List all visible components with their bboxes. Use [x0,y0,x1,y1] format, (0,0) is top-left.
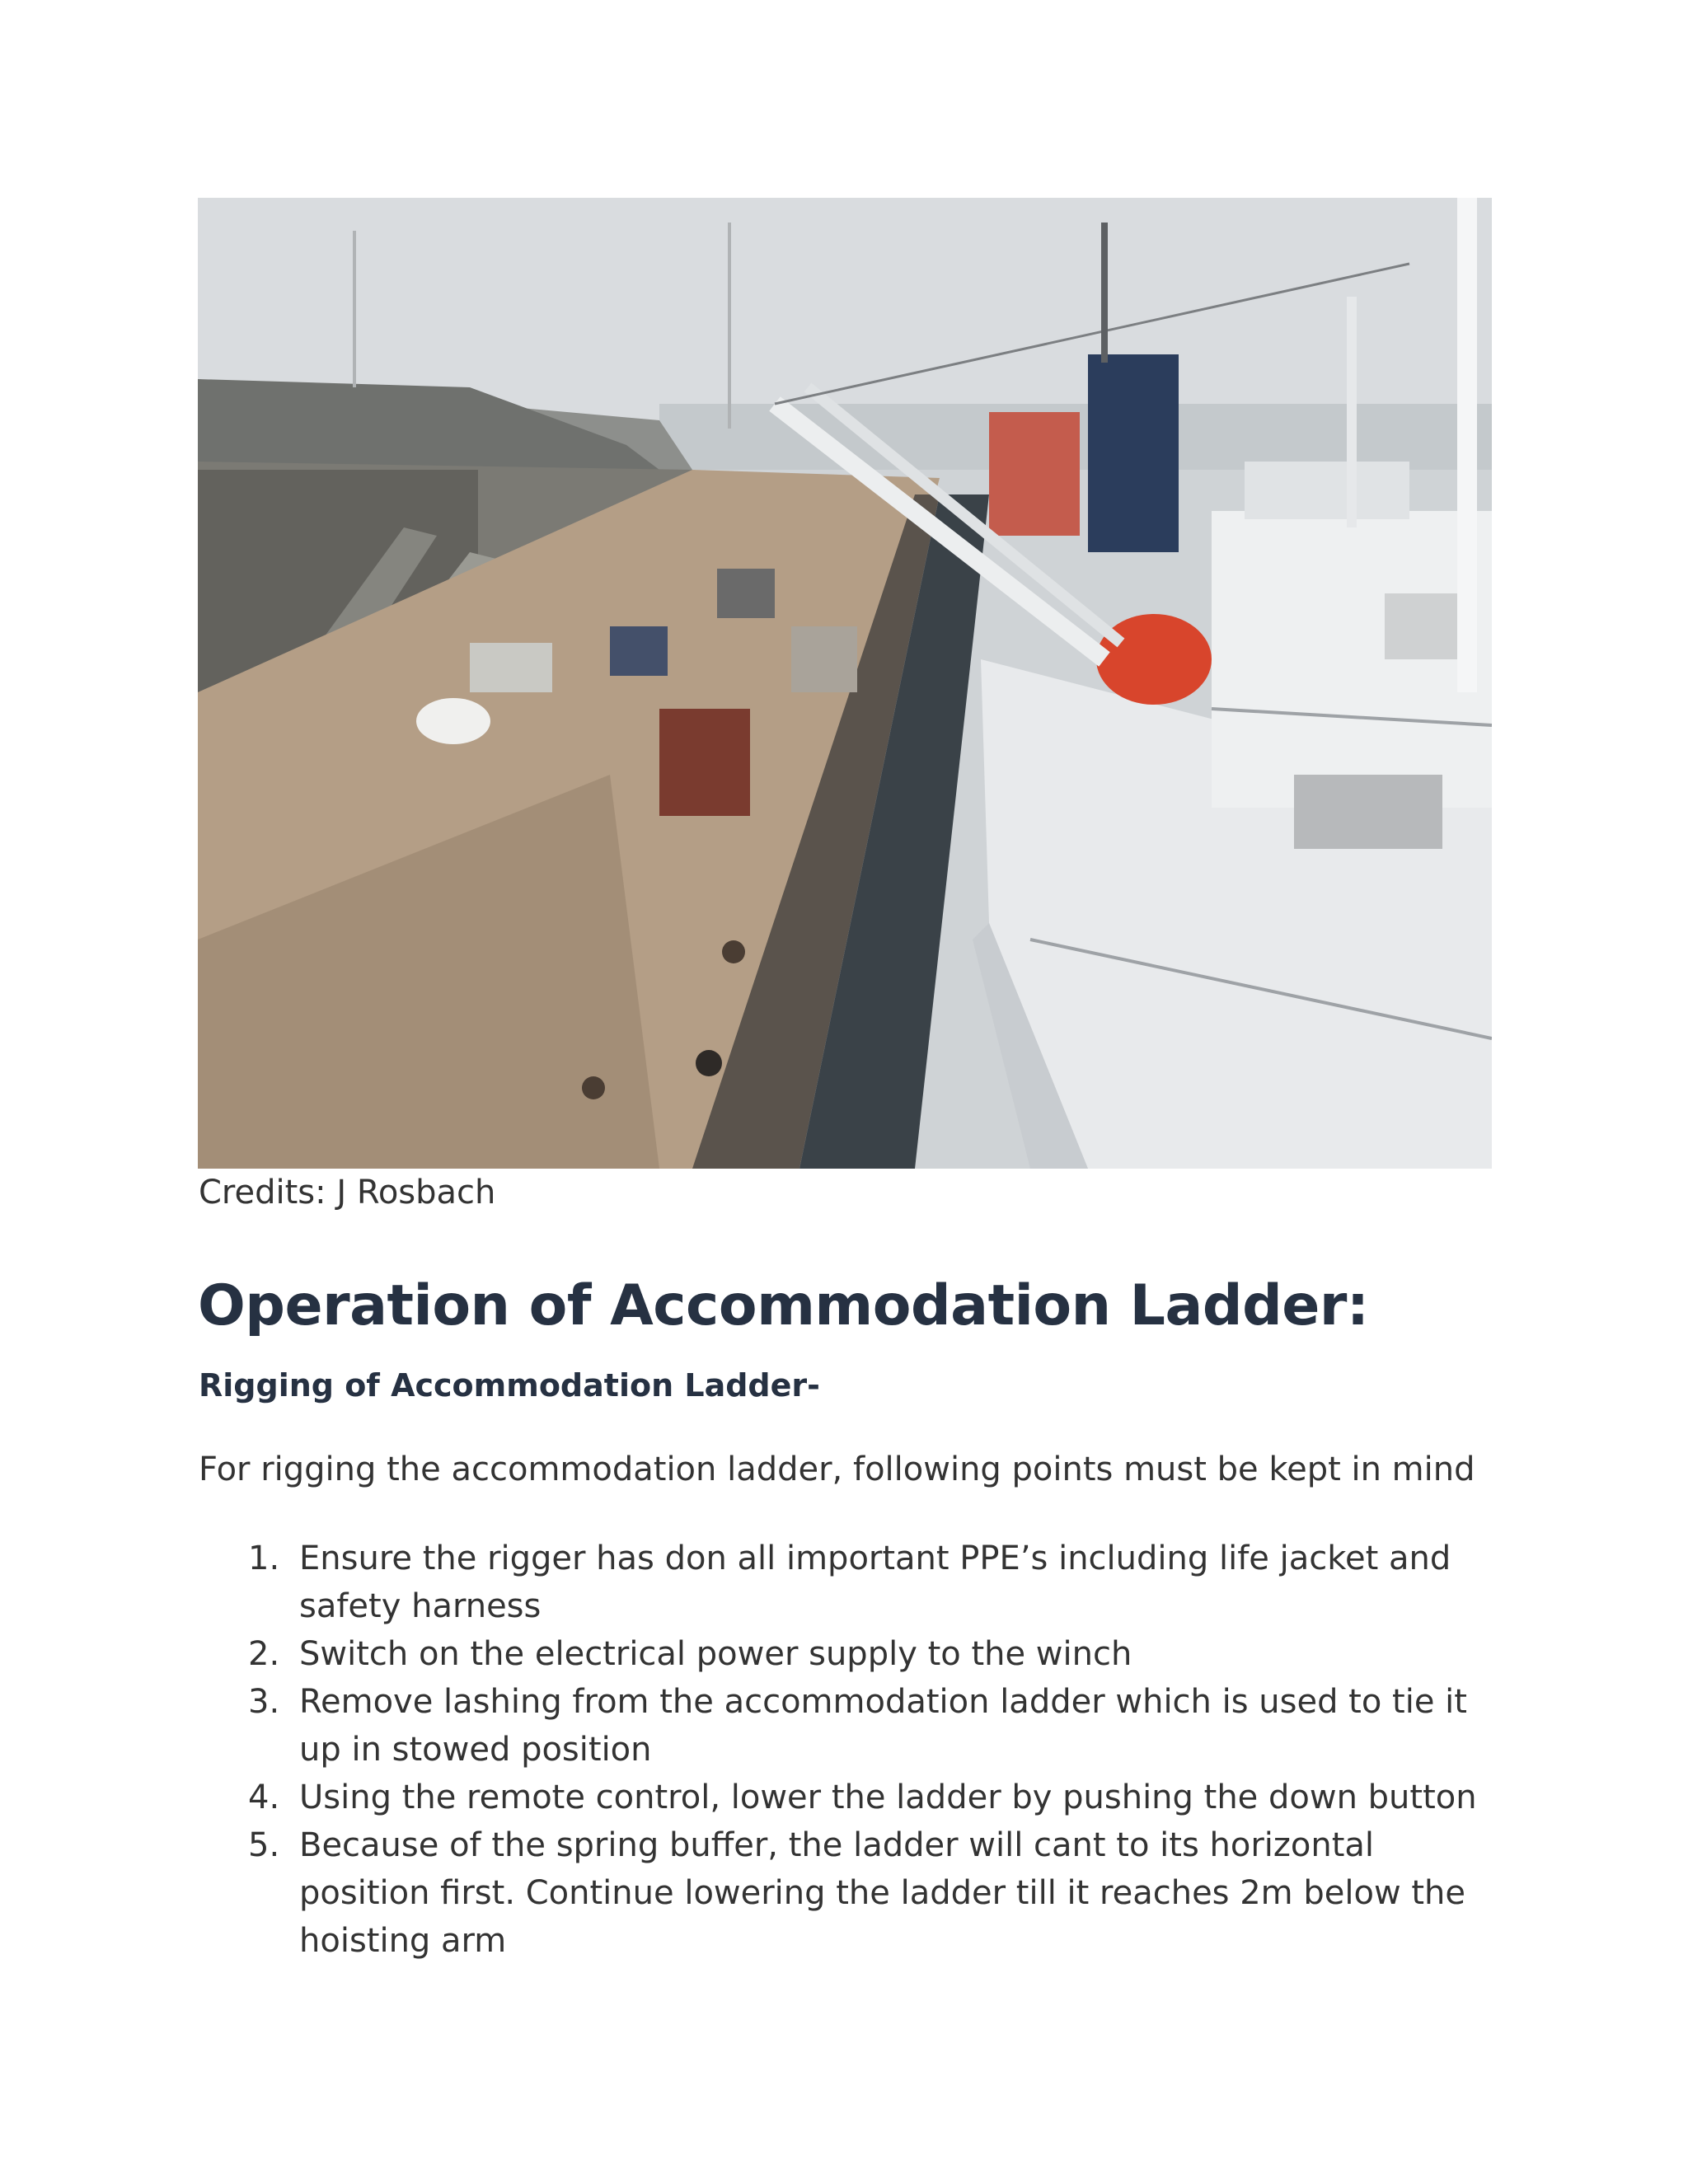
list-item-number: 1. [248,1540,280,1577]
list-item-text: Ensure the rigger has don all important PPE’s including life jacket and safety harness [299,1540,1451,1625]
list-item-text: Using the remote control, lower the ladder by pushing the down button [299,1779,1477,1816]
photo-credits: Credits: J Rosbach [199,1174,496,1212]
harbor-photo-illustration [198,198,1492,1169]
list-item [199,1535,1501,1630]
list-item-text: Because of the spring buffer, the ladder will cant to its horizontal position first. Continue lowering the ladder till it reaches 2m below the hoisting arm [299,1826,1466,1960]
list-item-text: Switch on the electrical power supply to the winch [299,1635,1132,1673]
list-item [199,1774,1501,1821]
list-item [199,1630,1501,1678]
rigging-steps-list [199,1535,1501,1965]
list-item [199,1821,1501,1965]
list-item [199,1678,1501,1774]
section-subheading: Rigging of Accommodation Ladder- [199,1367,820,1404]
page-title: Operation of Accommodation Ladder: [198,1273,1369,1338]
list-item-number: 3. [248,1683,280,1721]
list-item-number: 5. [248,1826,280,1864]
list-item-number: 2. [248,1635,280,1673]
intro-paragraph: For rigging the accommodation ladder, following points must be kept in mind [199,1451,1475,1488]
harbor-photo [198,198,1492,1169]
list-item-text: Remove lashing from the accommodation ladder which is used to tie it up in stowed position [299,1683,1467,1769]
list-item-number: 4. [248,1779,280,1816]
